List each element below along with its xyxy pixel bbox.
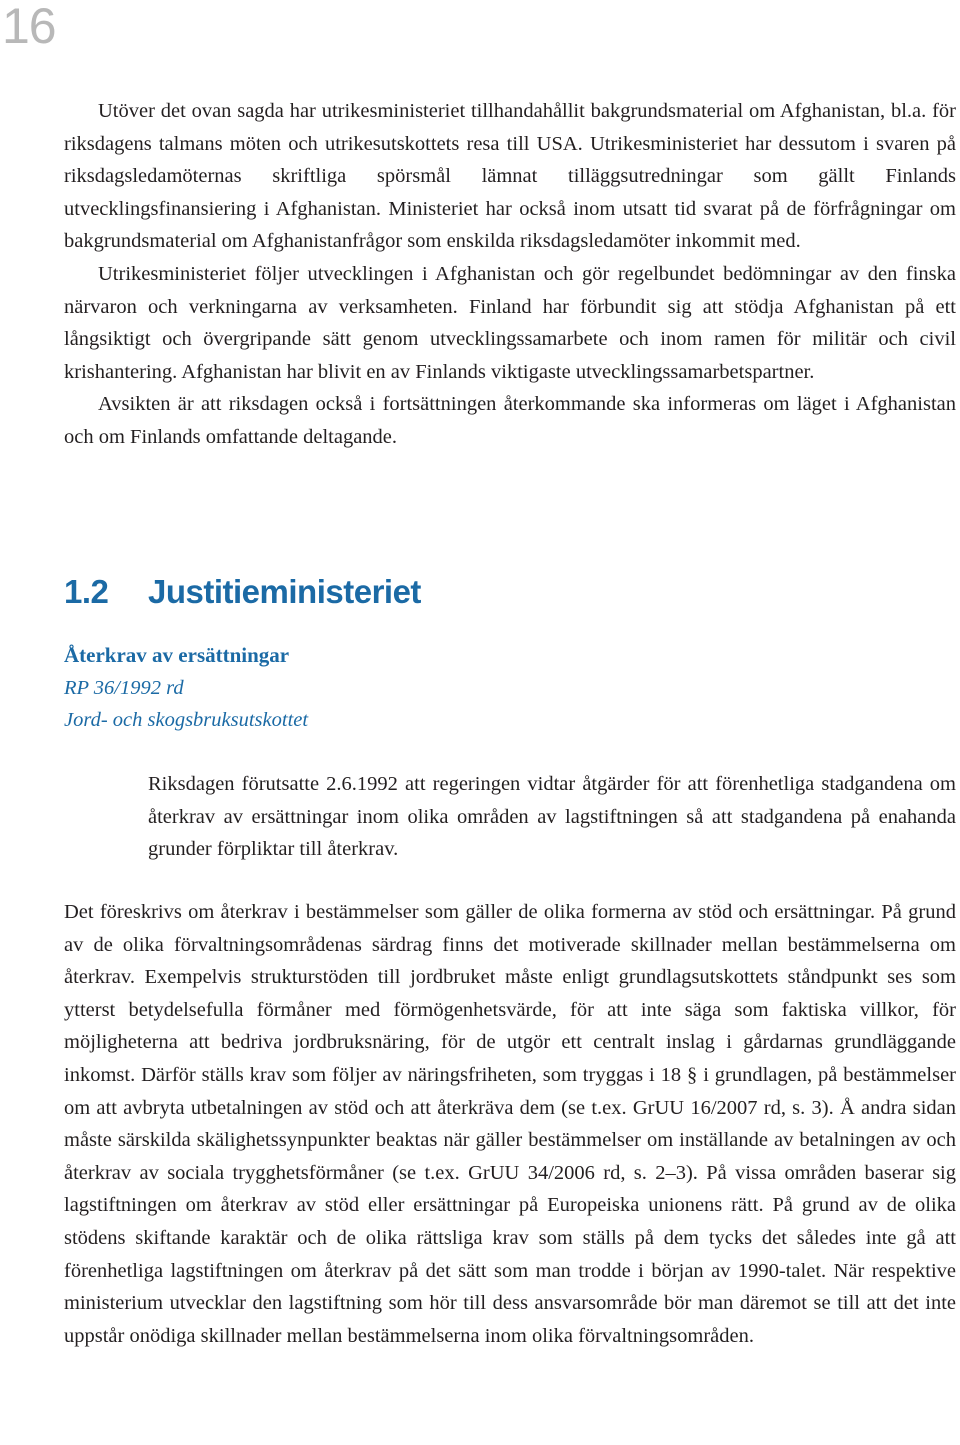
- parliament-statement: Riksdagen förutsatte 2.6.1992 att regeringen vidtar åtgärder för att förenhetliga stadgandena om återkrav av ersättningar inom olika områden av lagstiftningen så att stadgandena på enahanda grunder förpliktar till återkrav.: [148, 773, 956, 861]
- intro-paragraph-3: Avsikten är att riksdagen också i fortsättningen återkommande ska informeras om läget i Afghanistan och om Finlands omfattande deltagande.: [64, 393, 956, 448]
- government-proposal-reference: RP 36/1992 rd: [64, 677, 184, 699]
- subsection-title: Återkrav av ersättningar: [64, 643, 290, 667]
- section-title: Justitieministeriet: [148, 573, 421, 610]
- section-number: 1.2: [64, 573, 109, 610]
- main-paragraph: Det föreskrivs om återkrav i bestämmelser som gäller de olika formerna av stöd och ersättningar. På grund av de olika förvaltningsområdenas särdrag finns det motiverade skillnader mellan bestämmelserna om återkrav. Exempelvis strukturstöden till jordbruket måste enligt grundlagsutskottets ståndpunkt ses som ytterst betydelsefulla förmåner med förmögenhetsvärde, för att inte säga som faktiska villkor, för möjligheterna att bedriva jordbruksnäring, för de utgör ett centralt inslag i gårdarnas grundläggande inkomst. Därför ställs krav som följer av näringsfriheten, som tryggas i 18 § i grundlagen, på bestämmelser om att avbryta utbetalningen av stöd och att återkräva dem (se t.ex. GrUU 16/2007 rd, s. 3). Å andra sidan måste särskilda skälighetssynpunkter beaktas när gäller bestämmelser om inställande av betalningen av och återkrav av sociala trygghetsförmåner (se t.ex. GrUU 34/2006 rd, s. 2–3). På vissa områden baserar sig lagstiftningen om återkrav av stöd eller ersättningar på Europeiska unionens rätt. På grund av de olika stödens skiftande karaktär och de olika rättsliga krav som ställs på dem tycks det således inte gå att förenhetliga lagstiftningen om återkrav på det sätt som man trodde i början av 1990-talet. När respektive ministerium utvecklar den lagstiftning som hör till dess ansvarsområde bör man däremot se till att det inte uppstår onödiga skillnader mellan bestämmelserna inom olika förvaltningsområden.: [64, 901, 956, 1347]
- committee-name: Jord- och skogsbruksutskottet: [64, 709, 309, 731]
- intro-paragraph-1: Utöver det ovan sagda har utrikesministeriet tillhandahållit bakgrundsmaterial om Afghanistan, bl.a. för riksdagens talmans möten och utrikesutskottets resa till USA. Utrikesministeriet har dessutom i svaren på riksdagsledamöternas skriftliga spörsmål lämnat tilläggsutredningar som gällt Finlands utvecklingsfinansiering i Afghanistan. Ministeriet har också inom utsatt tid svarat på de förfrågningar om bakgrundsmaterial om Afghanistanfrågor som enskilda riksdagsledamöter inkommit med.: [64, 100, 956, 253]
- intro-text: [64, 95, 956, 454]
- page-number: 16: [2, 0, 56, 54]
- main-text: [64, 896, 956, 1352]
- intro-paragraph-2: Utrikesministeriet följer utvecklingen i Afghanistan och gör regelbundet bedömningar av den finska närvaron och verkningarna av verksamheten. Finland har förbundit sig att stödja Afghanistan på ett långsiktigt och övergripande sätt genom utvecklingssamarbete och inom ramen för militär och civil krishantering. Afghanistan har blivit en av Finlands viktigaste utvecklingssamarbetspartner.: [64, 262, 956, 383]
- section-heading: [64, 570, 421, 614]
